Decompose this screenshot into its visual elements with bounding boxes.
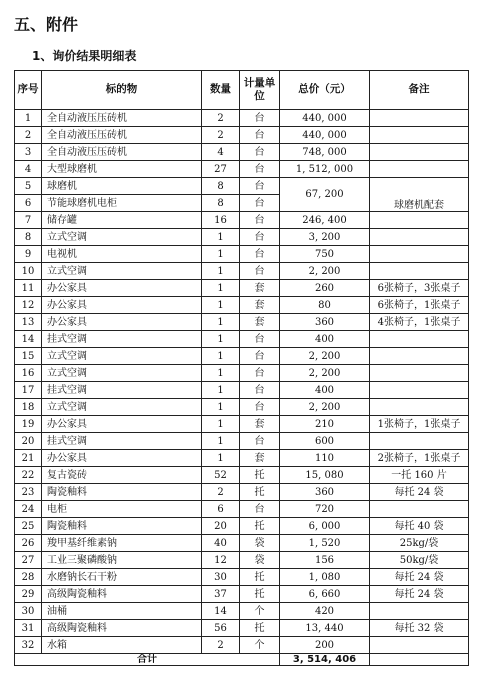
row-unit: 台 <box>240 229 280 246</box>
row-price: 67, 200 <box>280 178 370 212</box>
row-item: 节能球磨机电柜 <box>42 195 202 212</box>
row-qty: 1 <box>202 433 240 450</box>
row-qty: 2 <box>202 484 240 501</box>
row-remark <box>370 110 469 127</box>
row-price: 1, 080 <box>280 569 370 586</box>
row-price: 6, 000 <box>280 518 370 535</box>
total-row <box>15 654 469 666</box>
row-no: 10 <box>15 263 42 280</box>
row-qty: 1 <box>202 229 240 246</box>
row-item: 羧甲基纤维素钠 <box>42 535 202 552</box>
row-unit: 个 <box>240 637 280 654</box>
row-unit: 台 <box>240 246 280 263</box>
row-qty: 1 <box>202 399 240 416</box>
row-unit: 套 <box>240 416 280 433</box>
row-qty: 2 <box>202 637 240 654</box>
row-remark <box>370 433 469 450</box>
row-unit: 台 <box>240 365 280 382</box>
row-price: 420 <box>280 603 370 620</box>
row-no: 17 <box>15 382 42 399</box>
row-qty: 8 <box>202 195 240 212</box>
row-unit: 台 <box>240 195 280 212</box>
table-row <box>15 382 469 399</box>
row-unit: 托 <box>240 586 280 603</box>
row-unit: 套 <box>240 314 280 331</box>
row-unit: 台 <box>240 382 280 399</box>
table-row <box>15 144 469 161</box>
row-no: 29 <box>15 586 42 603</box>
table-row <box>15 569 469 586</box>
row-no: 1 <box>15 110 42 127</box>
row-item: 大型球磨机 <box>42 161 202 178</box>
row-qty: 2 <box>202 110 240 127</box>
row-price: 2, 200 <box>280 263 370 280</box>
subsection-title: 1、询价结果明细表 <box>32 49 137 63</box>
row-unit: 台 <box>240 110 280 127</box>
row-unit: 台 <box>240 263 280 280</box>
row-qty: 1 <box>202 348 240 365</box>
row-unit: 袋 <box>240 535 280 552</box>
row-price: 750 <box>280 246 370 263</box>
row-qty: 4 <box>202 144 240 161</box>
row-item: 立式空调 <box>42 263 202 280</box>
row-remark <box>370 331 469 348</box>
row-item: 立式空调 <box>42 365 202 382</box>
row-no: 15 <box>15 348 42 365</box>
row-no: 31 <box>15 620 42 637</box>
row-unit: 托 <box>240 467 280 484</box>
row-item: 全自动液压压砖机 <box>42 144 202 161</box>
row-remark <box>370 229 469 246</box>
row-remark: 6张椅子，1张桌子 <box>370 297 469 314</box>
row-remark: 球磨机配套 <box>370 178 469 212</box>
row-no: 24 <box>15 501 42 518</box>
row-remark <box>370 637 469 654</box>
row-remark <box>370 382 469 399</box>
row-no: 9 <box>15 246 42 263</box>
row-no: 23 <box>15 484 42 501</box>
row-price: 6, 660 <box>280 586 370 603</box>
row-price: 1, 512, 000 <box>280 161 370 178</box>
row-price: 210 <box>280 416 370 433</box>
row-price: 400 <box>280 382 370 399</box>
row-remark <box>370 365 469 382</box>
row-remark: 每托 24 袋 <box>370 484 469 501</box>
row-item: 工业三聚磷酸钠 <box>42 552 202 569</box>
row-unit: 托 <box>240 484 280 501</box>
row-qty: 56 <box>202 620 240 637</box>
row-qty: 1 <box>202 297 240 314</box>
row-item: 陶瓷釉料 <box>42 484 202 501</box>
row-item: 水箱 <box>42 637 202 654</box>
row-qty: 1 <box>202 263 240 280</box>
row-no: 18 <box>15 399 42 416</box>
table-row <box>15 518 469 535</box>
row-unit: 托 <box>240 620 280 637</box>
table-row <box>15 314 469 331</box>
table-row <box>15 586 469 603</box>
row-remark: 每托 40 袋 <box>370 518 469 535</box>
table-row <box>15 348 469 365</box>
row-item: 球磨机 <box>42 178 202 195</box>
table-row <box>15 212 469 229</box>
row-price: 1, 520 <box>280 535 370 552</box>
row-item: 挂式空调 <box>42 331 202 348</box>
row-remark <box>370 501 469 518</box>
row-price: 600 <box>280 433 370 450</box>
row-price: 260 <box>280 280 370 297</box>
row-item: 挂式空调 <box>42 433 202 450</box>
row-qty: 27 <box>202 161 240 178</box>
row-unit: 台 <box>240 433 280 450</box>
row-price: 246, 400 <box>280 212 370 229</box>
row-qty: 12 <box>202 552 240 569</box>
row-no: 26 <box>15 535 42 552</box>
row-qty: 6 <box>202 501 240 518</box>
row-qty: 40 <box>202 535 240 552</box>
row-no: 32 <box>15 637 42 654</box>
row-no: 8 <box>15 229 42 246</box>
row-remark: 每托 32 袋 <box>370 620 469 637</box>
row-unit: 套 <box>240 297 280 314</box>
row-qty: 1 <box>202 246 240 263</box>
table-row <box>15 416 469 433</box>
total-label: 合计 <box>15 654 280 666</box>
row-no: 14 <box>15 331 42 348</box>
row-unit: 托 <box>240 569 280 586</box>
row-unit: 套 <box>240 450 280 467</box>
row-price: 15, 080 <box>280 467 370 484</box>
row-price: 2, 200 <box>280 365 370 382</box>
table-row <box>15 297 469 314</box>
row-unit: 台 <box>240 331 280 348</box>
row-price: 440, 000 <box>280 110 370 127</box>
table-row <box>15 484 469 501</box>
row-item: 储存罐 <box>42 212 202 229</box>
row-price: 80 <box>280 297 370 314</box>
header-no: 序号 <box>15 71 42 110</box>
row-item: 挂式空调 <box>42 382 202 399</box>
row-remark: 一托 160 片 <box>370 467 469 484</box>
row-qty: 2 <box>202 127 240 144</box>
table-row <box>15 365 469 382</box>
row-qty: 1 <box>202 416 240 433</box>
row-price: 360 <box>280 314 370 331</box>
header-qty: 数量 <box>202 71 240 110</box>
row-item: 水磨钠长石干粉 <box>42 569 202 586</box>
header-price: 总价（元） <box>280 71 370 110</box>
header-remark: 备注 <box>370 71 469 110</box>
row-price: 110 <box>280 450 370 467</box>
row-qty: 14 <box>202 603 240 620</box>
row-qty: 20 <box>202 518 240 535</box>
inquiry-result-table <box>14 70 469 666</box>
total-value: 3, 514, 406 <box>280 654 370 666</box>
row-qty: 37 <box>202 586 240 603</box>
row-item: 全自动液压压砖机 <box>42 127 202 144</box>
row-qty: 1 <box>202 280 240 297</box>
row-item: 办公家具 <box>42 314 202 331</box>
row-remark <box>370 348 469 365</box>
row-unit: 台 <box>240 212 280 229</box>
row-price: 200 <box>280 637 370 654</box>
row-item: 办公家具 <box>42 297 202 314</box>
row-qty: 1 <box>202 450 240 467</box>
row-unit: 台 <box>240 127 280 144</box>
table-row <box>15 280 469 297</box>
table-row <box>15 161 469 178</box>
row-unit: 袋 <box>240 552 280 569</box>
section-title: 五、附件 <box>14 15 79 34</box>
row-item: 立式空调 <box>42 348 202 365</box>
row-unit: 台 <box>240 144 280 161</box>
row-no: 6 <box>15 195 42 212</box>
table-row <box>15 331 469 348</box>
row-remark <box>370 603 469 620</box>
row-item: 立式空调 <box>42 229 202 246</box>
row-remark <box>370 161 469 178</box>
row-no: 16 <box>15 365 42 382</box>
row-qty: 52 <box>202 467 240 484</box>
row-item: 立式空调 <box>42 399 202 416</box>
row-remark: 每托 24 袋 <box>370 569 469 586</box>
row-qty: 1 <box>202 365 240 382</box>
header-unit: 计量单位 <box>240 71 280 110</box>
row-no: 20 <box>15 433 42 450</box>
row-item: 办公家具 <box>42 450 202 467</box>
table-row <box>15 246 469 263</box>
row-no: 19 <box>15 416 42 433</box>
row-no: 11 <box>15 280 42 297</box>
row-remark: 50kg/袋 <box>370 552 469 569</box>
row-remark <box>370 263 469 280</box>
row-no: 7 <box>15 212 42 229</box>
row-qty: 1 <box>202 382 240 399</box>
row-no: 25 <box>15 518 42 535</box>
row-item: 油桶 <box>42 603 202 620</box>
row-price: 400 <box>280 331 370 348</box>
row-price: 748, 000 <box>280 144 370 161</box>
row-remark: 2张椅子，1张桌子 <box>370 450 469 467</box>
row-item: 电视机 <box>42 246 202 263</box>
row-qty: 16 <box>202 212 240 229</box>
row-remark <box>370 399 469 416</box>
row-remark <box>370 246 469 263</box>
row-no: 13 <box>15 314 42 331</box>
row-item: 全自动液压压砖机 <box>42 110 202 127</box>
row-unit: 套 <box>240 280 280 297</box>
row-unit: 台 <box>240 501 280 518</box>
row-unit: 个 <box>240 603 280 620</box>
row-unit: 台 <box>240 348 280 365</box>
table-body <box>15 110 469 654</box>
row-qty: 30 <box>202 569 240 586</box>
table-row <box>15 229 469 246</box>
row-remark <box>370 144 469 161</box>
row-price: 156 <box>280 552 370 569</box>
row-qty: 1 <box>202 314 240 331</box>
table-row <box>15 552 469 569</box>
row-remark: 每托 24 袋 <box>370 586 469 603</box>
row-item: 办公家具 <box>42 416 202 433</box>
table-row <box>15 535 469 552</box>
row-item: 办公家具 <box>42 280 202 297</box>
row-price: 3, 200 <box>280 229 370 246</box>
row-item: 高级陶瓷釉料 <box>42 586 202 603</box>
row-item: 复古瓷砖 <box>42 467 202 484</box>
table-row <box>15 603 469 620</box>
row-remark: 4张椅子，1张桌子 <box>370 314 469 331</box>
row-no: 5 <box>15 178 42 195</box>
row-no: 27 <box>15 552 42 569</box>
table-row <box>15 263 469 280</box>
table-row <box>15 178 469 195</box>
table-row <box>15 127 469 144</box>
table-row <box>15 501 469 518</box>
table-row <box>15 399 469 416</box>
row-qty: 8 <box>202 178 240 195</box>
total-remark <box>370 654 469 666</box>
row-item: 电柜 <box>42 501 202 518</box>
header-item: 标的物 <box>42 71 202 110</box>
row-price: 13, 440 <box>280 620 370 637</box>
row-unit: 台 <box>240 399 280 416</box>
row-remark: 6张椅子，3张桌子 <box>370 280 469 297</box>
table-header-row <box>15 71 469 110</box>
row-price: 720 <box>280 501 370 518</box>
row-no: 22 <box>15 467 42 484</box>
row-remark: 1张椅子，1张桌子 <box>370 416 469 433</box>
row-no: 2 <box>15 127 42 144</box>
table-row <box>15 450 469 467</box>
row-unit: 台 <box>240 178 280 195</box>
row-no: 21 <box>15 450 42 467</box>
row-no: 12 <box>15 297 42 314</box>
table-row <box>15 110 469 127</box>
row-remark: 25kg/袋 <box>370 535 469 552</box>
row-price: 360 <box>280 484 370 501</box>
row-price: 440, 000 <box>280 127 370 144</box>
row-no: 3 <box>15 144 42 161</box>
row-no: 4 <box>15 161 42 178</box>
row-no: 28 <box>15 569 42 586</box>
row-remark <box>370 212 469 229</box>
row-item: 高级陶瓷釉料 <box>42 620 202 637</box>
table-row <box>15 620 469 637</box>
row-remark <box>370 127 469 144</box>
row-unit: 托 <box>240 518 280 535</box>
row-item: 陶瓷釉料 <box>42 518 202 535</box>
table-row <box>15 637 469 654</box>
row-price: 2, 200 <box>280 348 370 365</box>
row-qty: 1 <box>202 331 240 348</box>
row-no: 30 <box>15 603 42 620</box>
table-row <box>15 433 469 450</box>
table-row <box>15 467 469 484</box>
row-unit: 台 <box>240 161 280 178</box>
row-price: 2, 200 <box>280 399 370 416</box>
